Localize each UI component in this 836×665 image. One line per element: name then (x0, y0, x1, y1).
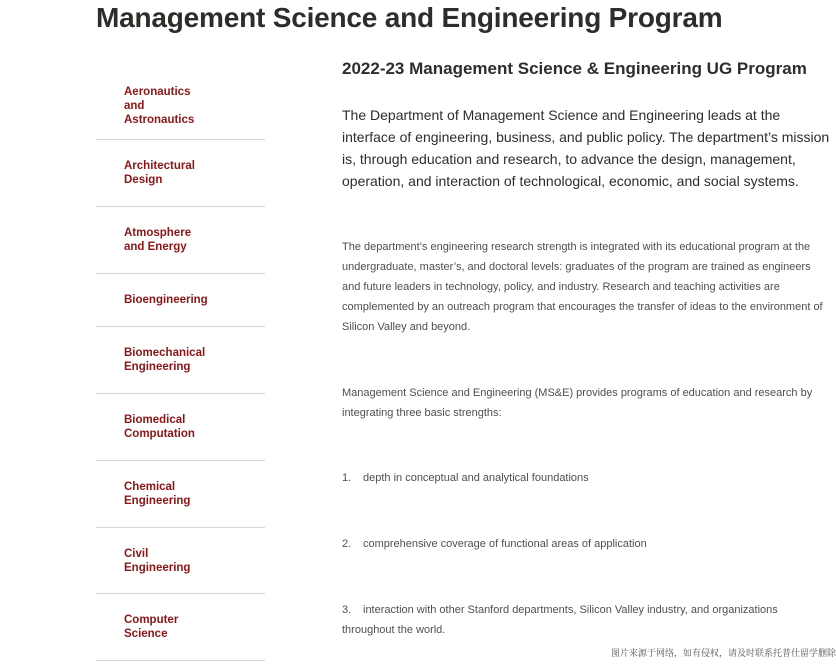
sidebar-item-architectural-design[interactable] (96, 140, 265, 207)
sidebar-item-bioengineering[interactable] (96, 274, 265, 327)
sidebar-item-civil[interactable] (96, 528, 265, 594)
list-number: 1. (342, 472, 352, 484)
list-text: comprehensive coverage of functional areas of application (363, 538, 647, 550)
sidebar-item-label[interactable]: Aeronautics and Astronautics (124, 86, 195, 126)
sidebar-item-label[interactable]: Computer Science (124, 614, 179, 640)
sidebar-item-label[interactable]: Chemical Engineering (124, 481, 191, 507)
intro-paragraph: The Department of Management Science and Engineering leads at the interface of engineering, business, and public policy. The department’s mission is, through education and research, to advance the design, management, operation, and interaction of technological, economic, and social systems. (342, 107, 830, 189)
list-item (342, 468, 830, 488)
section-heading: 2022-23 Management Science & Engineering UG Program (342, 59, 807, 78)
main-content (342, 58, 836, 636)
sidebar-item-atmosphere-energy[interactable] (96, 207, 265, 274)
sidebar-nav (96, 73, 265, 661)
sidebar-item-label[interactable]: Atmosphere and Energy (124, 227, 192, 253)
sidebar-item-label[interactable]: Bioengineering (124, 294, 208, 306)
sidebar-item-label[interactable]: Civil Engineering (124, 547, 191, 574)
list-item (342, 600, 830, 640)
sidebar-item-label[interactable]: Architectural Design (124, 160, 195, 186)
list-item (342, 534, 830, 554)
sidebar-item-chemical[interactable] (96, 461, 265, 528)
image-source-watermark: 图片来源于网络，如有侵权，请及时联系托普仕留学删除 (610, 649, 836, 659)
list-number: 2. (342, 538, 352, 550)
sidebar-item-biomechanical[interactable] (96, 327, 265, 394)
strengths-paragraph: Management Science and Engineering (MS&E) provides programs of education and research by integrating three basic strengths: (342, 387, 813, 419)
list-number: 3. (342, 604, 352, 616)
sidebar-item-label[interactable]: Biomechanical Engineering (124, 347, 206, 373)
sidebar-item-computer-science[interactable] (96, 594, 265, 661)
sidebar-item-label[interactable]: Biomedical Computation (124, 414, 195, 440)
sidebar-item-biomedical-computation[interactable] (96, 394, 265, 461)
list-text: interaction with other Stanford departments, Silicon Valley industry, and organizations throughout the world. (342, 604, 778, 636)
page-title: Management Science and Engineering Program (96, 2, 723, 33)
research-paragraph: The department’s engineering research strength is integrated with its educational program at the undergraduate, master’s, and doctoral levels: graduates of the program are trained as engineers and future leaders in technology, policy, and industry. Research and teaching activities are complemented by an outreach program that encourages the transfer of ideas to the environment of Silicon Valley and beyond. (342, 241, 823, 333)
sidebar-item-aeronautics[interactable] (96, 73, 265, 140)
list-text: depth in conceptual and analytical foundations (363, 472, 589, 484)
